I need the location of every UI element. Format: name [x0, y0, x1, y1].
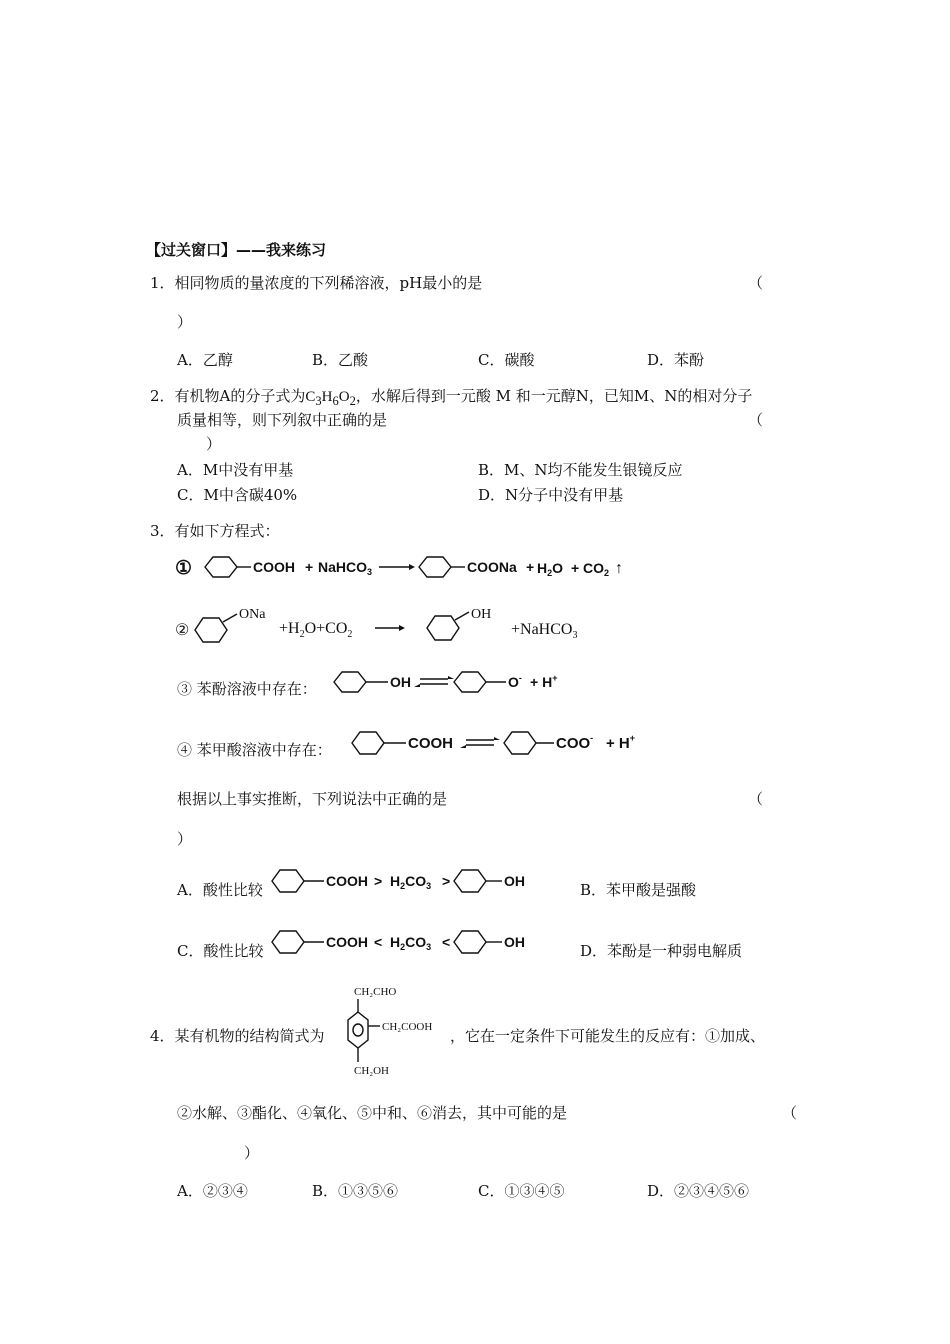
- eq1-benzene-icon: [205, 557, 237, 577]
- eq4-benzoate-icon: [504, 732, 536, 754]
- q2-option-b: B．M、N均不能发生银镜反应: [478, 461, 683, 479]
- q2-formula-h: H: [321, 389, 333, 405]
- eq3-phenol-icon: [334, 672, 366, 692]
- eq2-phenol-icon: [427, 616, 459, 640]
- opta-gt1: >: [374, 873, 383, 889]
- q3-eq4-label: ④ 苯甲酸溶液中存在：: [177, 741, 332, 759]
- eq1-plus3: +: [571, 560, 580, 576]
- eq2-co2-sub: 2: [347, 629, 353, 640]
- eq4-plus-h: + H: [606, 735, 630, 752]
- q3-paren-close: ）: [177, 830, 193, 848]
- q4-option-a: A．②③④: [177, 1182, 248, 1200]
- q1-option-d: D．苯酚: [647, 351, 705, 369]
- q4-stem-line2: ②水解、③酯化、④氧化、⑤中和、⑥消去，其中可能的是: [177, 1104, 568, 1122]
- q3-equation-2: [175, 604, 595, 644]
- eq2-plus1: +H: [279, 620, 300, 637]
- optc-benzoic-icon: [272, 931, 304, 953]
- eq1-benzene-product-icon: [419, 557, 451, 577]
- q4-structure-right: CH₂COOH: [382, 1021, 433, 1033]
- q4-option-d: D．②③④⑤⑥: [647, 1182, 750, 1200]
- eq4-h-charge: +: [629, 733, 636, 743]
- q2-formula-o: O: [338, 389, 350, 405]
- optc-oh: OH: [504, 934, 525, 950]
- q1-option-b: B．乙酸: [312, 351, 369, 369]
- q2-formula-c: C: [305, 389, 316, 405]
- eq1-coona: COONa: [467, 559, 517, 575]
- svg-text:COO-: [556, 733, 593, 752]
- q4-benzene-icon: [348, 1012, 368, 1048]
- q3-option-c-expression: [268, 926, 538, 958]
- q3-stem: 3．有如下方程式：: [150, 522, 280, 540]
- eq1-num: ①: [175, 558, 193, 579]
- eq1-up-arrow-icon: ↑: [615, 560, 623, 577]
- eq1-co2: CO: [583, 560, 604, 576]
- eq2-oh: OH: [471, 607, 492, 622]
- optc-co: CO: [405, 934, 427, 950]
- q3-equation-4: [348, 727, 658, 759]
- q3-option-b: B．苯甲酸是强酸: [580, 881, 697, 899]
- section-title: 【过关窗口】——我来练习: [146, 241, 327, 259]
- opta-gt2: >: [442, 873, 451, 889]
- q3-option-d: D．苯酚是一种弱电解质: [580, 942, 743, 960]
- optc-h: H: [390, 934, 401, 950]
- q4-stem-b: ，它在一定条件下可能发生的反应有：①加成、: [450, 1027, 766, 1045]
- svg-text:O-: [508, 673, 522, 690]
- svg-text:NaHCO3: [318, 559, 372, 577]
- q2-stem-line2: 质量相等，则下列叙中正确的是: [177, 411, 388, 429]
- q1-paren-close: ）: [177, 313, 193, 331]
- eq2-benzene-icon: [195, 618, 227, 642]
- q2-formula-h-sub: 6: [332, 394, 339, 408]
- eq2-h2o-o: O+CO: [304, 620, 348, 637]
- q2-paren-close: ）: [206, 435, 222, 453]
- optc-h-sub: 2: [400, 942, 406, 952]
- opta-benzoic-icon: [272, 870, 304, 892]
- eq4-coo-charge: -: [590, 733, 594, 743]
- eq3-plus-h: + H: [530, 674, 553, 690]
- svg-text:+ H+: [530, 673, 557, 690]
- q2-formula-o-sub: 2: [349, 394, 356, 408]
- eq1-nahco3: NaHCO: [318, 559, 368, 575]
- eq1-h2o-sub: 2: [547, 568, 553, 578]
- eq2-nahco3-sub: 3: [572, 630, 578, 641]
- q1-stem: 1．相同物质的量浓度的下列稀溶液，pH最小的是: [150, 274, 483, 292]
- svg-text:+H2O+CO2: [279, 620, 352, 640]
- q1-option-a: A．乙醇: [177, 351, 233, 369]
- opta-phenol-icon: [454, 870, 486, 892]
- q3-option-a-expression: [268, 865, 538, 897]
- eq3-phenoxide-icon: [454, 672, 486, 692]
- eq2-num: ②: [175, 622, 190, 639]
- optc-co-sub: 3: [426, 942, 432, 952]
- q1-paren-open: （: [748, 274, 764, 292]
- q2-option-d: D．N分子中没有甲基: [478, 486, 624, 504]
- q4-paren-open: （: [782, 1104, 798, 1122]
- optc-phenol-icon: [454, 931, 486, 953]
- opta-h: H: [390, 873, 401, 889]
- opta-oh: OH: [504, 873, 525, 889]
- opta-h-sub: 2: [400, 881, 406, 891]
- opta-co-sub: 3: [426, 881, 432, 891]
- eq4-benzene-icon: [352, 732, 384, 754]
- optc-lt2: <: [442, 934, 451, 950]
- q4-structure: [340, 982, 455, 1082]
- q2-stem-b: ，水解后得到一元酸 M 和一元醇N，已知M、N的相对分子: [355, 387, 753, 405]
- eq3-o-charge: -: [518, 673, 522, 683]
- q2-formula-c-sub: 3: [315, 394, 322, 408]
- q4-option-c: C．①③④⑤: [478, 1182, 565, 1200]
- eq4-cooh: COOH: [408, 735, 453, 752]
- q4-structure-top: CH₂CHO: [354, 986, 397, 998]
- q2-option-c: C．M中含碳40%: [177, 486, 298, 504]
- q2-stem-line1: [150, 386, 752, 411]
- svg-text:H2CO3: [390, 934, 431, 952]
- q4-paren-close: ）: [244, 1144, 260, 1162]
- q3-option-a-label: A．酸性比较: [177, 881, 263, 899]
- eq1-nahco3-sub: 3: [367, 567, 373, 577]
- eq2-ona: ONa: [239, 607, 266, 622]
- opta-cooh: COOH: [326, 873, 368, 889]
- q1-option-c: C．碳酸: [478, 351, 535, 369]
- svg-text:H2O: [537, 560, 563, 578]
- eq1-h2o: H: [537, 560, 548, 576]
- optc-lt1: <: [374, 934, 383, 950]
- eq3-h-charge: +: [552, 673, 558, 683]
- q3-paren-open: （: [748, 790, 764, 808]
- q3-equation-3: [330, 667, 580, 697]
- optc-cooh: COOH: [326, 934, 368, 950]
- eq3-oh: OH: [390, 674, 411, 690]
- svg-text:+ H+: [606, 733, 635, 752]
- eq1-cooh: COOH: [253, 559, 295, 575]
- eq2-plus2: +NaHCO: [511, 621, 573, 638]
- eq3-o-minus: O: [508, 674, 519, 690]
- q2-option-a: A．M中没有甲基: [177, 461, 294, 479]
- eq1-h2o-o: O: [552, 560, 564, 576]
- q4-option-b: B．①③⑤⑥: [312, 1182, 399, 1200]
- opta-co: CO: [405, 873, 427, 889]
- svg-text:CO2: [583, 560, 609, 578]
- eq1-plus2: +: [526, 559, 535, 575]
- eq1-plus1: +: [305, 559, 314, 575]
- q3-eq3-label: ③ 苯酚溶液中存在：: [177, 680, 317, 698]
- q3-equation-1: [175, 553, 635, 583]
- eq2-h2o-sub: 2: [299, 629, 305, 640]
- q2-paren-open: （: [748, 411, 764, 429]
- svg-text:+NaHCO3: [511, 621, 577, 641]
- q3-option-c-label: C．酸性比较: [177, 942, 264, 960]
- q3-conclusion: 根据以上事实推断，下列说法中正确的是: [177, 790, 448, 808]
- q4-structure-bottom: CH₂OH: [354, 1065, 390, 1077]
- eq4-coo-minus: COO: [556, 735, 591, 752]
- eq1-co2-sub: 2: [604, 568, 610, 578]
- q2-stem-a: 2．有机物A的分子式为: [150, 387, 306, 405]
- q2-formula: [305, 389, 356, 408]
- q4-stem-a: 4．某有机物的结构简式为: [150, 1027, 325, 1045]
- svg-text:H2CO3: [390, 873, 431, 891]
